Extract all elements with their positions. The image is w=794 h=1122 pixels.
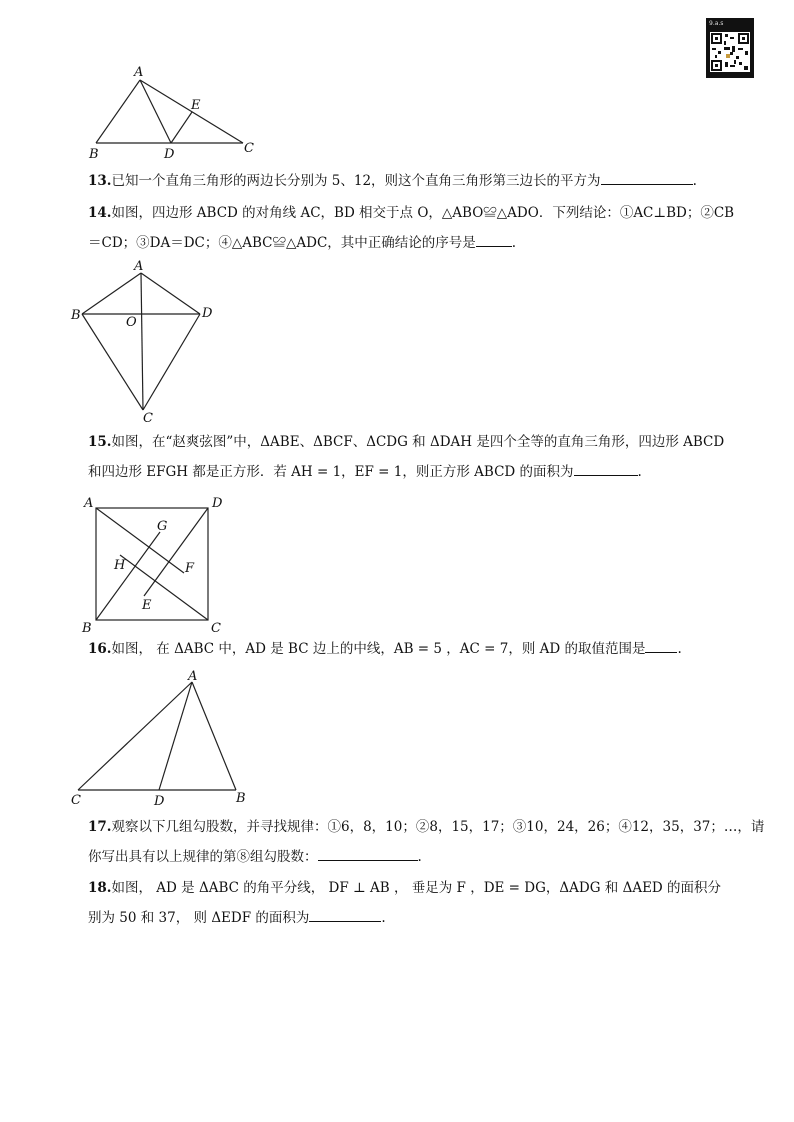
qr-pattern: [710, 32, 750, 72]
question-number: 15.: [88, 434, 112, 450]
question-13: 13.已知一个直角三角形的两边长分别为 5、12，则这个直角三角形第三边长的平方为 .: [88, 166, 728, 196]
figure-triangle-abc-median: [66, 668, 256, 808]
question-14: 14.如图，四边形 ABCD 的对角线 AC，BD 相交于点 O，△ABO≌△ADO．下列结论：①AC⊥BD；②CB ＝CD；③DA＝DC；④△ABC≌△ADC，其中正确结论的序号是 .: [88, 205, 735, 251]
label-d: D: [202, 306, 213, 321]
label-h: H: [114, 558, 126, 573]
label-b: B: [82, 621, 92, 636]
label-e: E: [191, 98, 201, 113]
answer-blank[interactable]: [309, 907, 381, 922]
question-text-line-1: 观察以下几组勾股数，并寻找规律：①6，8，10；②8，15，17；③10，24，26；④12，35，37；…，请: [111, 819, 765, 835]
question-16: 16.如图， 在 ΔABC 中，AD 是 BC 边上的中线，AB = 5 ，AC = 7，则 AD 的取值范围是 .: [88, 634, 728, 664]
question-text-line-1: 如图， AD 是 ΔABC 的角平分线， DF ⊥ AB ， 垂足为 F ，DE = DG，ΔADG 和 ΔAED 的面积分: [111, 880, 722, 896]
label-d: D: [154, 794, 165, 808]
label-b: B: [89, 147, 99, 162]
label-a: A: [134, 65, 144, 80]
label-c: C: [244, 141, 254, 156]
question-number: 18.: [88, 880, 112, 896]
figure-kite-abcd: [68, 258, 218, 426]
question-text-line-2: 你写出具有以上规律的第⑧组勾股数：: [88, 849, 318, 865]
label-b: B: [236, 791, 246, 806]
question-15: 15.如图，在“赵爽弦图”中，ΔABE、ΔBCF、ΔCDG 和 ΔDAH 是四个全等的直角三角形，四边形 ABCD 和四边形 EFGH 都是正方形．若 AH = 1，EF = 1，则正方形 ABCD 的面积为 .: [88, 434, 725, 480]
question-17: 17.观察以下几组勾股数，并寻找规律：①6，8，10；②8，15，17；③10，24，26；④12，35，37；…，请 你写出具有以上规律的第⑧组勾股数： .: [88, 819, 765, 865]
label-o: O: [126, 315, 137, 330]
label-c: C: [71, 793, 81, 808]
question-number: 16.: [88, 641, 112, 657]
label-d: D: [164, 147, 175, 162]
question-text-line-1: 如图，四边形 ABCD 的对角线 AC，BD 相交于点 O，△ABO≌△ADO．下列结论：①AC⊥BD；②CB: [111, 205, 735, 221]
answer-blank[interactable]: [574, 461, 638, 476]
label-e: E: [142, 598, 152, 613]
answer-blank[interactable]: [476, 232, 512, 247]
label-f: F: [185, 561, 195, 576]
question-number: 17.: [88, 819, 112, 835]
qr-code-image: [706, 18, 754, 78]
question-text: 如图， 在 ΔABC 中，AD 是 BC 边上的中线，AB = 5 ，AC = 7，则 AD 的取值范围是: [111, 641, 646, 657]
answer-blank[interactable]: [645, 638, 677, 653]
label-a: A: [188, 669, 198, 684]
label-a: A: [84, 496, 94, 511]
question-number: 14.: [88, 205, 112, 221]
question-text: 已知一个直角三角形的两边长分别为 5、12，则这个直角三角形第三边长的平方为: [111, 173, 601, 189]
question-text-line-2: 别为 50 和 37， 则 ΔEDF 的面积为: [88, 910, 310, 926]
answer-blank[interactable]: [318, 846, 418, 861]
question-text-line-1: 如图，在“赵爽弦图”中，ΔABE、ΔBCF、ΔCDG 和 ΔDAH 是四个全等的直角三角形，四边形 ABCD: [111, 434, 725, 450]
figure-zhaoshuang-square: [78, 494, 228, 636]
question-18: 18.如图， AD 是 ΔABC 的角平分线， DF ⊥ AB ， 垂足为 F ，DE = DG，ΔADG 和 ΔAED 的面积分 别为 50 和 37， 则 ΔEDF 的面积为 .: [88, 880, 722, 926]
label-a: A: [134, 259, 144, 274]
label-c: C: [211, 621, 221, 636]
question-number: 13.: [88, 173, 112, 189]
label-b: B: [71, 308, 81, 323]
question-text-line-2: 和四边形 EFGH 都是正方形．若 AH = 1，EF = 1，则正方形 ABCD 的面积为: [88, 464, 574, 480]
label-d: D: [212, 496, 223, 511]
figure-triangle-ade: [80, 60, 280, 165]
question-text-line-2: ＝CD；③DA＝DC；④△ABC≌△ADC，其中正确结论的序号是: [88, 235, 476, 251]
qr-header-text: 9.a.s: [709, 20, 724, 27]
label-g: G: [157, 519, 168, 534]
answer-blank[interactable]: [601, 170, 693, 185]
label-c: C: [143, 411, 153, 426]
